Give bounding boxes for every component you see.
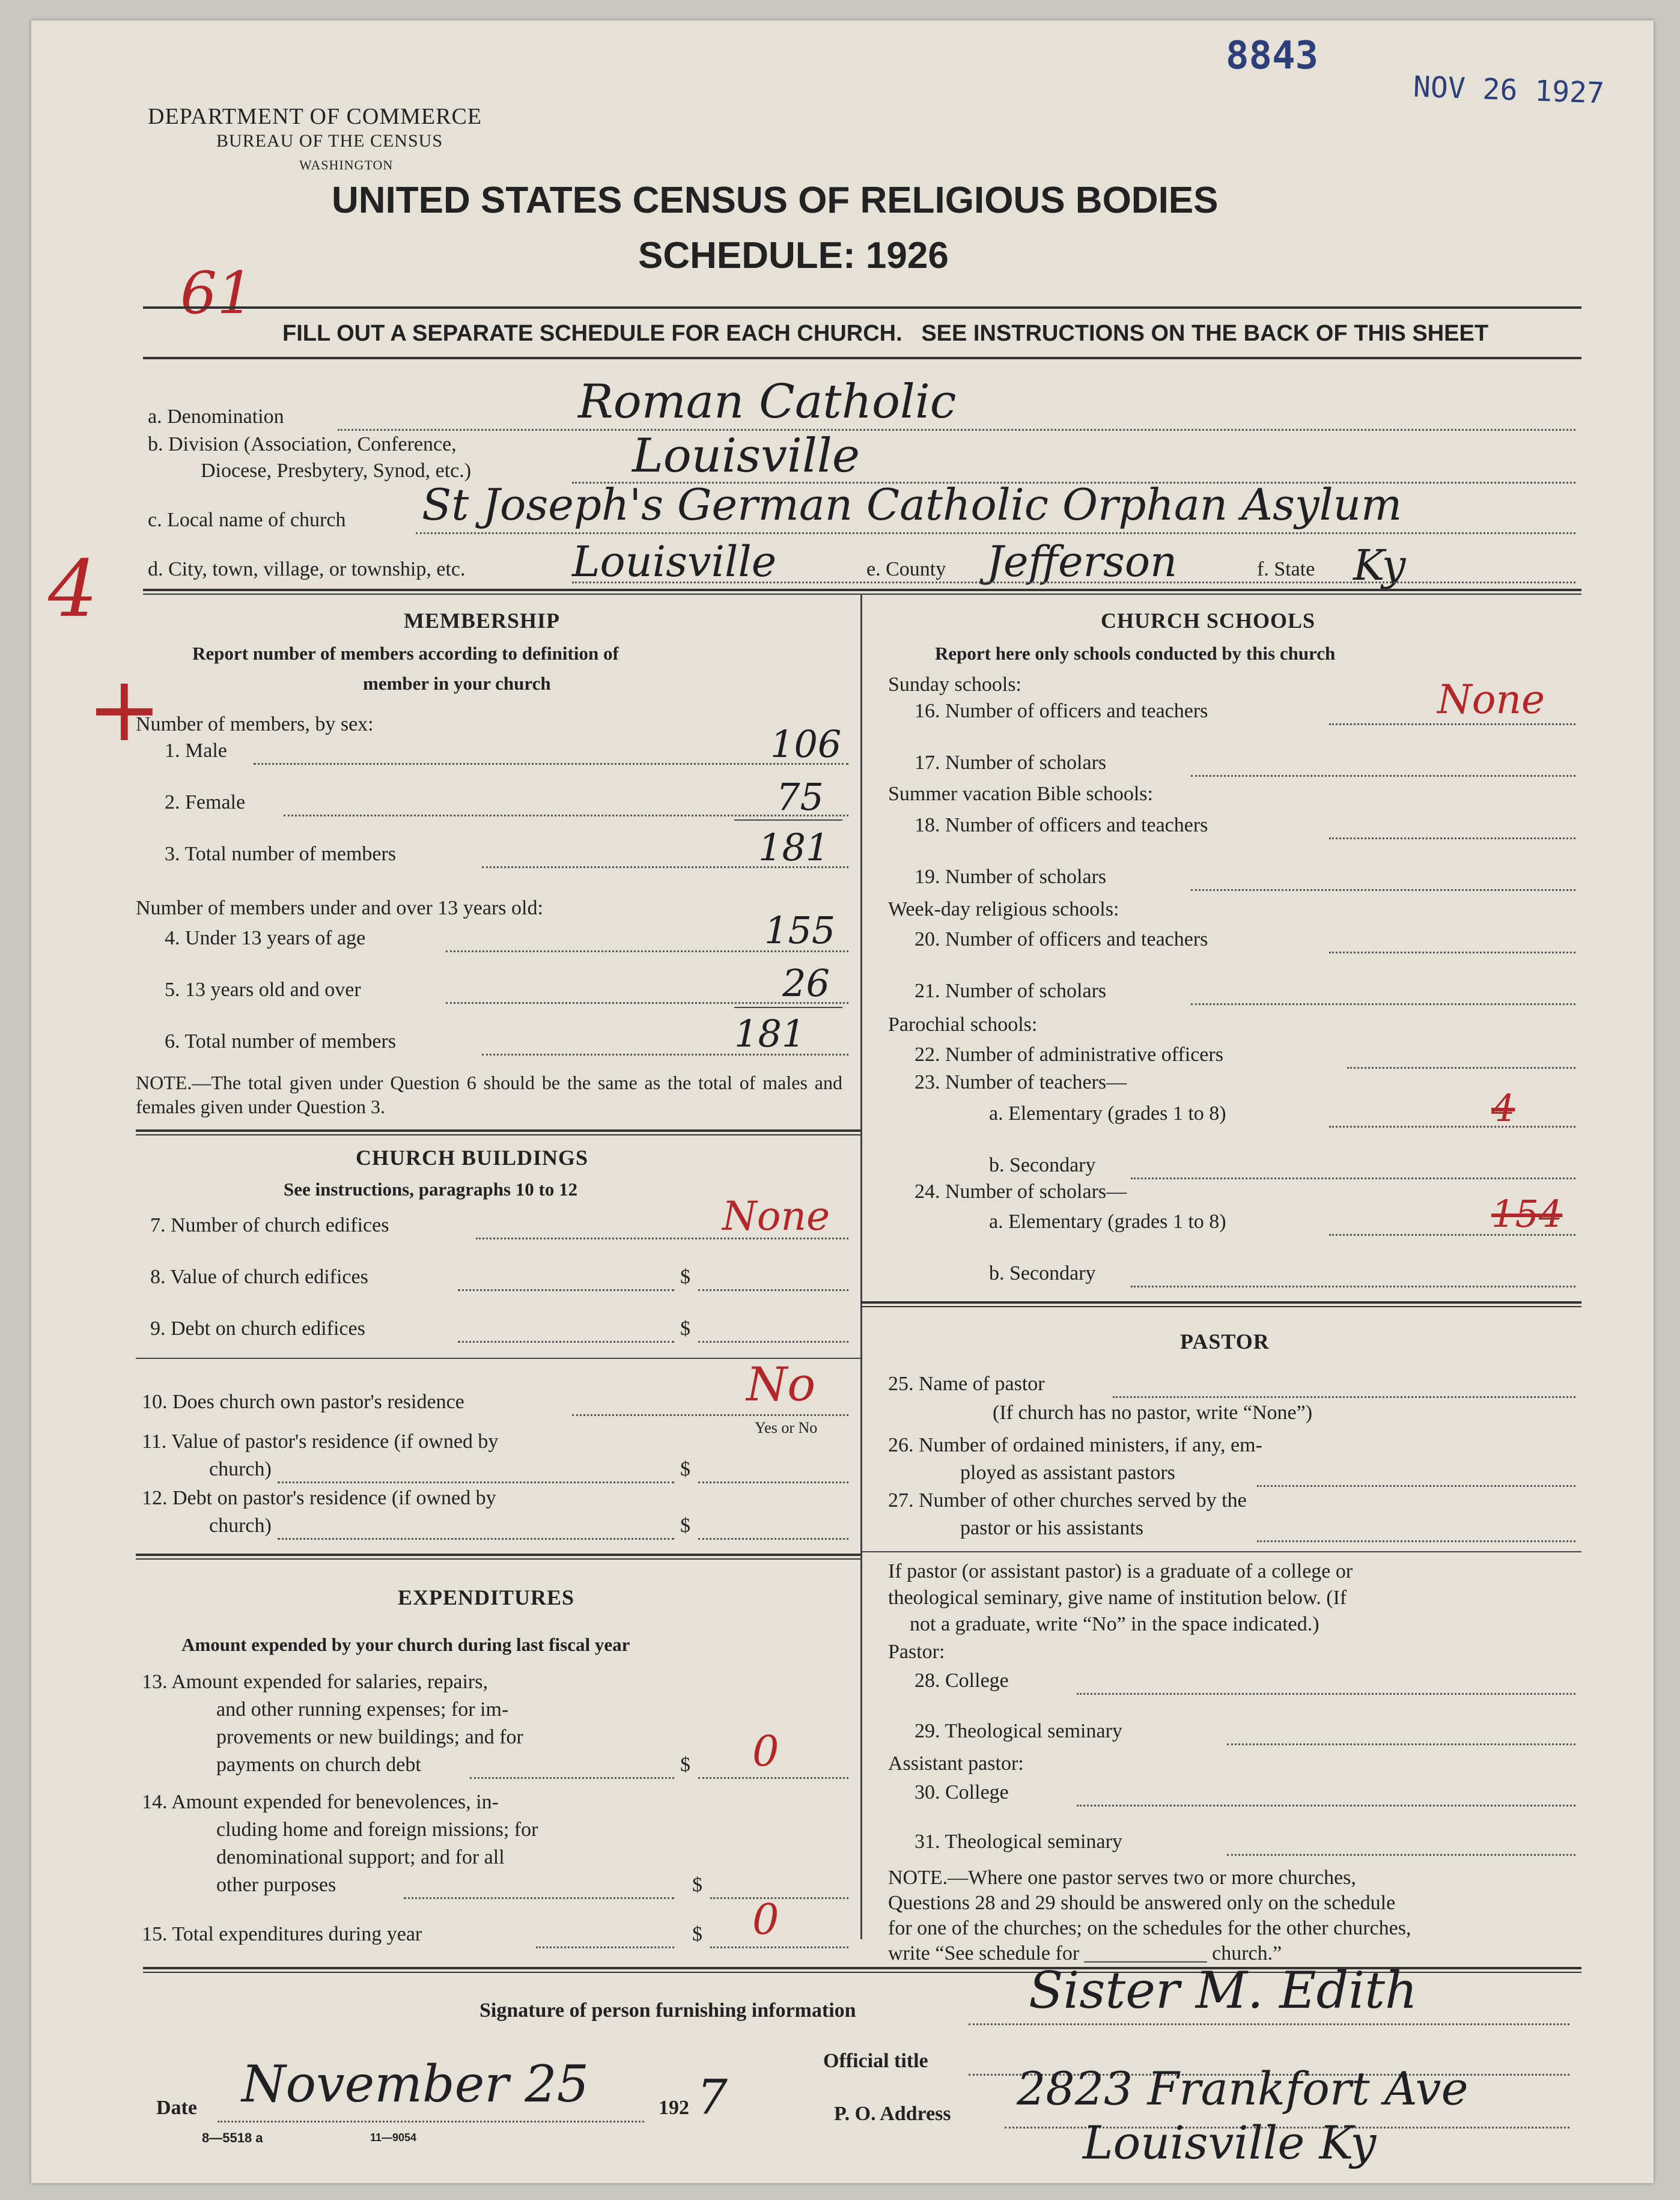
rule [143,306,1581,309]
age-head-label: Number of members under and over 13 years old: [136,897,543,919]
division-value[interactable]: Louisville [632,429,860,483]
fill-line [1131,1286,1575,1287]
q25-label: 25. Name of pastor [888,1373,1045,1395]
denomination-value[interactable]: Roman Catholic [578,375,957,429]
fill-line [1329,1126,1575,1128]
state-value[interactable]: Ky [1353,541,1406,590]
census-form [31,20,1654,2183]
sum-line [734,819,842,821]
buildings-heading: CHURCH BUILDINGS [356,1146,589,1170]
fill-line [458,1289,674,1291]
po-address-line-1[interactable]: 2823 Frankfort Ave [1017,2062,1468,2115]
grad-text-1: If pastor (or assistant pastor) is a graduate of a college or [888,1560,1353,1582]
pastor-sub-label: Pastor: [888,1641,945,1663]
q11-label-2: church) [209,1458,272,1480]
q3-label: 3. Total number of members [165,843,397,865]
city-name: WASHINGTON [299,157,394,172]
schools-heading: CHURCH SCHOOLS [1101,609,1316,633]
weekday-label: Week-day religious schools: [888,898,1119,920]
q29-label: 29. Theological seminary [915,1720,1122,1742]
grad-text-2: theological seminary, give name of institution below. (If [888,1587,1347,1609]
fill-line [1191,1003,1575,1005]
q15-label: 15. Total expenditures during year [142,1923,422,1945]
q24b-label: b. Secondary [989,1262,1096,1284]
q7-value[interactable]: None [722,1193,830,1239]
fill-line [1227,1854,1575,1856]
q21-label: 21. Number of scholars [915,980,1107,1002]
fill-line [698,1538,848,1540]
fill-line [536,1946,674,1948]
q16-value[interactable]: None [1437,676,1545,723]
bureau-name: BUREAU OF THE CENSUS [216,131,443,151]
q13-label-4: payments on church debt [216,1754,421,1776]
fill-line [1113,1396,1575,1398]
q14-label-3: denominational support; and for all [216,1846,505,1868]
fill-line [698,1481,848,1483]
q4-label: 4. Under 13 years of age [165,927,366,949]
pastor-note-3: for one of the churches; on the schedules for the other churches, [888,1917,1411,1939]
q15-value[interactable]: 0 [752,1895,779,1944]
q30-label: 30. College [915,1781,1009,1803]
expenditures-sub: Amount expended by your church during last fiscal year [181,1634,630,1655]
q8-dollar: $ [680,1266,690,1288]
q7-label: 7. Number of church edifices [150,1214,389,1236]
sum-line [734,1007,842,1008]
q24a-value[interactable]: 154 [1491,1192,1563,1236]
rule [143,589,1581,591]
pastor-note-4: write “See schedule for ____________ church.” [888,1942,1282,1965]
q23a-value[interactable]: 4 [1491,1086,1515,1130]
q14-label-4: other purposes [216,1874,336,1896]
rule [136,1558,860,1560]
q11-dollar: $ [680,1458,690,1480]
po-address-line-2[interactable]: Louisville Ky [1083,2116,1377,2169]
q19-label: 19. Number of scholars [915,866,1107,888]
fill-line [1329,952,1575,953]
pastor-note-2: Questions 28 and 29 should be answered only on the schedule [888,1892,1396,1914]
q14-label-2: cluding home and foreign missions; for [216,1819,538,1841]
official-title-label: Official title [823,2050,928,2072]
date-value[interactable]: November 25 [242,2055,589,2113]
fill-line [572,582,1575,583]
po-address-label: P. O. Address [834,2103,951,2125]
church-name-value[interactable]: St Joseph's German Catholic Orphan Asylum [422,479,1402,530]
q24-label: 24. Number of scholars— [915,1181,1127,1203]
q28-label: 28. College [915,1670,1009,1692]
membership-sub-2: member in your church [363,673,551,694]
q26-label-1: 26. Number of ordained ministers, if any, em- [888,1434,1262,1456]
q2-value[interactable]: 75 [776,775,824,819]
accession-number: 8843 [1226,34,1319,78]
expenditures-heading: EXPENDITURES [398,1585,575,1609]
fill-line [404,1897,674,1899]
rule [860,1301,1581,1304]
fill-line [338,429,1575,431]
signature-label: Signature of person furnishing information [479,1999,856,2022]
yes-no-hint: Yes or No [755,1419,818,1436]
fill-line [470,1777,674,1779]
q23b-label: b. Secondary [989,1154,1096,1176]
membership-sub-1: Report number of members according to definition of [192,643,619,664]
fill-line [1227,1743,1575,1745]
parochial-label: Parochial schools: [888,1013,1038,1036]
q13-label-3: provements or new buildings; and for [216,1726,523,1748]
q5-label: 5. 13 years old and over [165,979,361,1001]
q16-label: 16. Number of officers and teachers [915,700,1208,722]
print-number: 11—9054 [370,2132,417,2144]
q23-label: 23. Number of teachers— [915,1071,1127,1093]
q20-label: 20. Number of officers and teachers [915,928,1208,950]
denomination-label: a. Denomination [148,406,284,428]
state-label: f. State [1257,558,1315,580]
year-prefix: 192 [659,2097,689,2119]
q1-label: 1. Male [165,740,227,762]
fill-line [1329,723,1575,725]
received-date-stamp: NOV 26 1927 [1413,70,1605,111]
fill-line [710,1897,848,1899]
fill-line [458,1341,674,1343]
q2-label: 2. Female [165,791,246,813]
schedule-title: SCHEDULE: 1926 [638,235,949,276]
fill-line [218,2121,644,2123]
division-label-2: Diocese, Presbytery, Synod, etc.) [201,460,472,482]
instruction-bar: FILL OUT A SEPARATE SCHEDULE FOR EACH CHURCH. SEE INSTRUCTIONS ON THE BACK OF THIS SHEET [282,321,1489,346]
pastor-note-1: NOTE.—Where one pastor serves two or more churches, [888,1867,1356,1889]
q3-value[interactable]: 181 [758,825,830,869]
sunday-label: Sunday schools: [888,673,1021,696]
q27-label-1: 27. Number of other churches served by the [888,1489,1247,1512]
q22-label: 22. Number of administrative officers [915,1044,1223,1066]
q6-value[interactable]: 181 [734,1012,806,1056]
q10-label: 10. Does church own pastor's residence [142,1391,464,1413]
rule [136,1134,860,1135]
q13-label-2: and other running expenses; for im- [216,1698,509,1721]
q14-dollar: $ [692,1874,702,1896]
red-annotation-4: 4 [48,543,98,634]
q25-note: (If church has no pastor, write “None”) [993,1402,1313,1424]
q24a-label: a. Elementary (grades 1 to 8) [989,1211,1226,1233]
q9-label: 9. Debt on church edifices [150,1317,365,1340]
q27-label-2: pastor or his assistants [960,1517,1144,1539]
fill-line [1077,1693,1575,1695]
fill-line [1191,889,1575,891]
form-number: 8—5518 a [202,2130,263,2145]
county-value[interactable]: Jefferson [987,537,1178,586]
city-value[interactable]: Louisville [572,537,777,586]
pastor-heading: PASTOR [1180,1329,1270,1354]
rule [143,594,1581,595]
red-annotation-61: 61 [180,260,254,327]
q12-label-1: 12. Debt on pastor's residence (if owned by [142,1487,496,1509]
membership-heading: MEMBERSHIP [404,609,561,633]
city-label: d. City, town, village, or township, etc. [148,558,466,580]
red-annotation-plus: + [87,657,162,762]
rule [860,1551,1581,1552]
q12-label-2: church) [209,1515,272,1537]
fill-line [284,815,848,816]
fill-line [572,1414,848,1416]
fill-line [254,763,848,765]
fill-line [969,2023,1569,2025]
fill-line [1191,775,1575,777]
rule [860,1306,1581,1307]
q4-value[interactable]: 155 [764,908,836,952]
q23a-label: a. Elementary (grades 1 to 8) [989,1102,1226,1125]
county-label: e. County [866,558,946,580]
date-label: Date [156,2097,197,2119]
fill-line [698,1777,848,1779]
q26-label-2: ployed as assistant pastors [960,1462,1175,1484]
by-sex-label: Number of members, by sex: [136,713,374,735]
fill-line [278,1538,674,1540]
fill-line [710,1946,848,1948]
fill-line [1347,1067,1575,1069]
fill-line [698,1289,848,1291]
buildings-sub: See instructions, paragraphs 10 to 12 [284,1179,578,1200]
q14-label-1: 14. Amount expended for benevolences, in- [142,1791,499,1813]
q1-value[interactable]: 106 [770,722,842,766]
fill-line [698,1341,848,1343]
q12-dollar: $ [680,1515,690,1537]
asst-sub-label: Assistant pastor: [888,1752,1024,1775]
department-name: DEPARTMENT OF COMMERCE [148,104,482,129]
fill-line [1077,1805,1575,1806]
membership-note: NOTE.—The total given under Question 6 should be the same as the total of males and females given under Question 3. [136,1072,842,1117]
fill-line [1257,1540,1575,1542]
q5-value[interactable]: 26 [782,961,830,1005]
signature-value[interactable]: Sister M. Edith [1029,1961,1418,2020]
fill-line [1329,837,1575,839]
q15-dollar: $ [692,1923,702,1945]
church-name-label: c. Local name of church [148,509,346,531]
q13-value[interactable]: 0 [752,1727,779,1776]
grad-text-3: not a graduate, write “No” in the space indicated.) [910,1613,1319,1635]
rule [136,1129,860,1132]
division-label-1: b. Division (Association, Conference, [148,433,457,455]
q8-label: 8. Value of church edifices [150,1266,368,1288]
q18-label: 18. Number of officers and teachers [915,814,1208,836]
summer-label: Summer vacation Bible schools: [888,783,1153,805]
q11-label-1: 11. Value of pastor's residence (if owned by [142,1430,499,1453]
q31-label: 31. Theological seminary [915,1831,1122,1853]
q10-value[interactable]: No [746,1358,816,1412]
column-divider [860,594,862,1939]
fill-line [1257,1485,1575,1487]
fill-line [278,1481,674,1483]
q9-dollar: $ [680,1317,690,1340]
schools-sub: Report here only schools conducted by this church [935,643,1336,664]
q17-label: 17. Number of scholars [915,752,1107,774]
year-value[interactable]: 7 [697,2069,728,2125]
rule [136,1554,860,1556]
rule [143,357,1581,359]
form-title: UNITED STATES CENSUS OF RELIGIOUS BODIES [332,180,1219,221]
fill-line [1131,1177,1575,1179]
q6-label: 6. Total number of members [165,1030,397,1053]
q13-label-1: 13. Amount expended for salaries, repairs, [142,1671,488,1693]
q13-dollar: $ [680,1754,690,1776]
fill-line [416,532,1575,534]
